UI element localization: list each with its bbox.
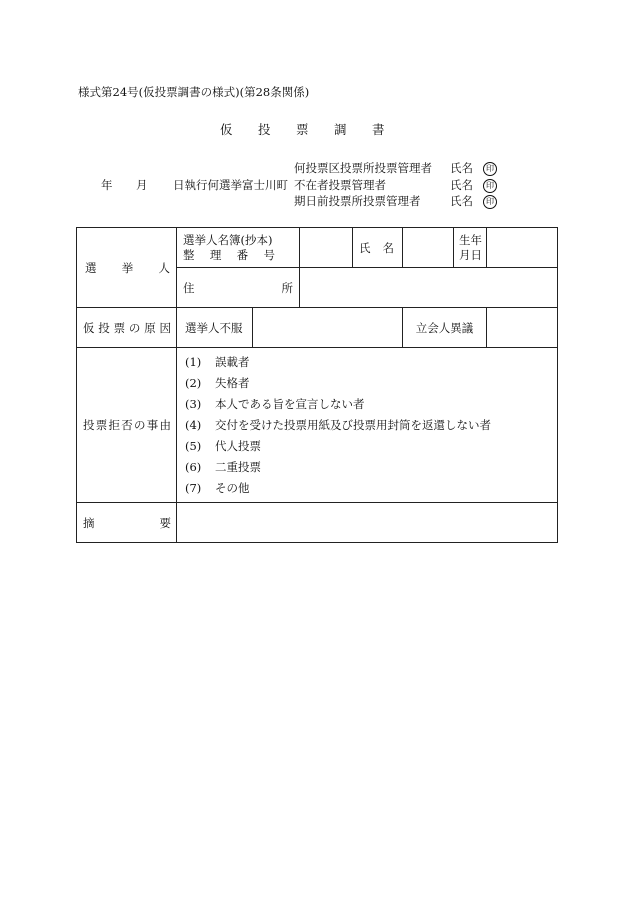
registry-char: 番 [236, 247, 249, 262]
summary-label-cell [77, 503, 177, 543]
elector-label-char: 挙 [121, 260, 134, 275]
reason-number: (6) [185, 459, 202, 474]
refusal-reason-item [185, 457, 557, 478]
reason-number: (3) [185, 396, 202, 411]
elector-objection-field[interactable] [253, 308, 403, 348]
address-label-char: 所 [281, 280, 293, 295]
reason-label-char: 投 [98, 320, 110, 335]
summary-label-char: 要 [159, 515, 171, 530]
admin-role-early-voting: 期日前投票所投票管理者 [294, 194, 421, 208]
refusal-label-char: 由 [159, 418, 171, 432]
reason-label-char: 仮 [83, 320, 95, 335]
birthdate-label-cell [454, 228, 487, 268]
seal-mark: 印 [483, 195, 497, 209]
reason-text: 誤載者 [215, 354, 250, 369]
refusal-reason-item [185, 352, 557, 373]
form-number: 様式第24号(仮投票調書の様式)(第28条関係) [78, 85, 310, 99]
witness-objection-label-cell: 立会人異議 [403, 308, 487, 348]
registry-label-line1: 選挙人名簿(抄本) [183, 232, 273, 247]
admin-name-label: 氏名 [450, 161, 473, 175]
admin-name-label: 氏名 [450, 178, 473, 192]
elector-label-char: 人 [158, 260, 170, 275]
summary-label-char: 摘 [83, 515, 95, 530]
registry-char: 理 [209, 247, 222, 262]
summary-field[interactable] [177, 503, 558, 543]
title-char: 仮 [220, 122, 233, 137]
seal-mark: 印 [483, 162, 497, 176]
refusal-label-char: 事 [146, 418, 159, 432]
elector-label-char: 選 [85, 260, 97, 275]
election-execution-text: 日執行何選挙富士川町 [173, 178, 288, 192]
name-label-char: 氏 [359, 241, 371, 255]
admin-role-polling-station: 何投票区投票所投票管理者 [294, 161, 432, 175]
refusal-label-char: 票 [95, 418, 108, 432]
refusal-reason-item [185, 394, 557, 415]
registry-label-line2 [183, 248, 275, 263]
registry-number-field[interactable] [300, 228, 353, 268]
year-label: 年 [101, 178, 113, 192]
elector-objection-label-cell: 選挙人不服 [177, 308, 253, 348]
refusal-reason-list [185, 352, 557, 499]
refusal-reason-label-cell [77, 348, 177, 503]
reason-number: (5) [185, 438, 202, 453]
provisional-vote-form-table [76, 227, 558, 543]
witness-objection-field[interactable] [487, 308, 558, 348]
reason-number: (1) [185, 354, 202, 369]
reason-text: その他 [215, 480, 250, 495]
title-char: 調 [334, 122, 347, 137]
seal-mark: 印 [483, 179, 497, 193]
title-char: 票 [296, 122, 309, 137]
reason-number: (2) [185, 375, 202, 390]
admin-name-label: 氏名 [450, 194, 473, 208]
reason-label-char: 票 [113, 320, 126, 335]
name-label-char: 名 [382, 241, 394, 255]
refusal-label-char: 投 [83, 418, 95, 432]
birthdate-label-line1: 生年 [459, 232, 482, 247]
reason-label-char: 因 [159, 320, 171, 335]
elector-label-cell [77, 228, 177, 308]
address-label-char: 住 [183, 280, 195, 295]
address-field[interactable] [300, 268, 558, 308]
reason-text: 失格者 [215, 375, 250, 390]
address-label-cell [177, 268, 300, 308]
month-label: 月 [136, 178, 148, 192]
admin-role-absentee: 不在者投票管理者 [294, 178, 386, 192]
reason-number: (7) [185, 480, 202, 495]
registry-char: 号 [263, 247, 275, 262]
title-char: 投 [258, 122, 271, 137]
birthdate-field[interactable] [487, 228, 558, 268]
name-label-cell [353, 228, 403, 268]
reason-text: 二重投票 [215, 459, 261, 474]
document-title [220, 120, 410, 138]
refusal-reason-list-cell [177, 348, 558, 503]
registry-number-label-cell [177, 228, 300, 268]
refusal-label-char: 否 [121, 418, 133, 432]
name-field[interactable] [403, 228, 454, 268]
reason-text: 本人である旨を宣言しない者 [215, 396, 365, 411]
provisional-reason-label-cell [77, 308, 177, 348]
refusal-label-char: 拒 [108, 418, 120, 432]
reason-text: 交付を受けた投票用紙及び投票用封筒を返還しない者 [215, 417, 491, 432]
birthdate-label-line2: 月日 [459, 247, 482, 262]
refusal-reason-item [185, 373, 557, 394]
reason-number: (4) [185, 417, 202, 432]
refusal-reason-item [185, 415, 557, 436]
reason-label-char: の [128, 320, 141, 335]
reason-text: 代人投票 [215, 438, 261, 453]
reason-label-char: 原 [144, 320, 156, 335]
title-char: 書 [372, 122, 385, 137]
refusal-reason-item [185, 436, 557, 457]
refusal-label-char: の [134, 418, 146, 432]
refusal-reason-item [185, 478, 557, 499]
registry-char: 整 [183, 247, 195, 262]
